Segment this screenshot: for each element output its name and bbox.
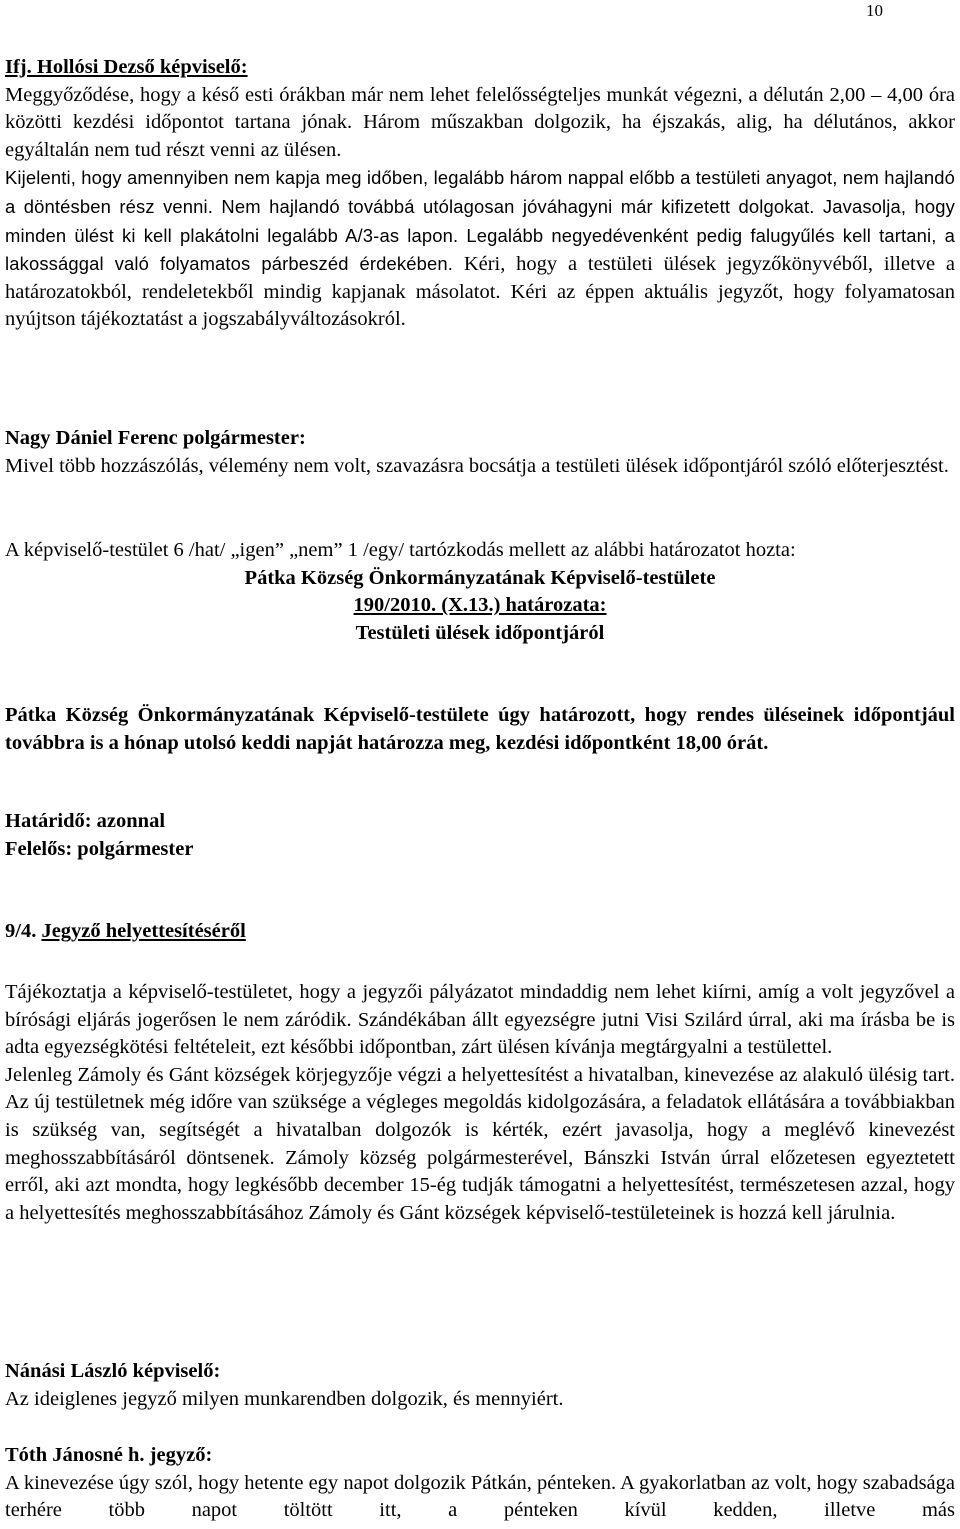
agenda-heading — [5, 918, 955, 946]
section-nanasi — [5, 1358, 955, 1413]
section-toth — [5, 1442, 955, 1525]
paragraph — [5, 164, 955, 334]
speaker-heading: Nánási László képviselő: — [5, 1360, 221, 1382]
paragraph: Mivel több hozzászólás, vélemény nem volt, szavazásra bocsátja a testületi ülések időpontjáról szóló előterjesztést. — [5, 454, 949, 477]
resolution-text-block — [5, 702, 955, 757]
speaker-heading: Tóth Jánosné h. jegyző: — [5, 1444, 213, 1466]
paragraph: A kinevezése úgy szól, hogy hetente egy napot dolgozik Pátkán, pénteken. A gyakorlatban az volt, hogy szabadsága terhére több napot töltött itt, a pénteken kívül kedden, illetve más — [5, 1471, 955, 1522]
paragraph-serif-text: Kéri, hogy a testületi ülések jegyzőkönyvéből, illetve a határozatokból, rendeletekből mindig kapjanak másolatot. Kéri az éppen aktuális jegyzőt, hogy folyamatosan nyújtson tájékoztatást a jogszabályváltozásokról. — [5, 253, 955, 331]
resolution-responsible: Felelős: polgármester — [5, 837, 194, 860]
resolution-body-name: Pátka Község Önkormányzatának Képviselő-testülete — [244, 566, 716, 589]
paragraph: Jelenleg Zámoly és Gánt községek körjegyzője végzi a helyettesítést a hivatalban, kinevezése az alakuló ülésig tart. Az új testületnek még időre van szüksége a végleges megoldás kidolgozására, a feladatok ellátására a továbbiakban is szükség van, segítségét a hivatalban dolgozók is kérték, ezért javasolja, hogy a meglévő kinevezést meghosszabbításáról döntsenek. Zámoly község polgármesterével, Bánszki István úrral előzetesen egyeztetett erről, aki azt mondta, hogy legkésőbb december 15-ég tudják támogatni a helyettesítést, természetesen azzal, hogy a helyettesítés meghosszabbításához Zámoly és Gánt községek képviselő-testületeinek is hozzá kell járulnia. — [5, 1063, 955, 1224]
resolution-meta — [5, 808, 955, 863]
agenda-title: Jegyző helyettesítéséről — [41, 920, 246, 942]
resolution-number — [5, 592, 955, 620]
resolution — [5, 537, 955, 647]
resolution-text: Pátka Község Önkormányzatának Képviselő-testülete úgy határozott, hogy rendes üléseinek időpontjául továbbra is a hónap utolsó keddi napját határozza meg, kezdési időpontként 18,00 órát. — [5, 704, 955, 754]
paragraph: Tájékoztatja a képviselő-testületet, hogy a jegyzői pályázatot mindaddig nem lehet kiírni, amíg a volt jegyzővel a bírósági eljárás jogerősen le nem záródik. Szándékában állt egyezségre jutni Visi Szilárd úrral, aki ma írásba be is adta egyezségkötési feltételeit, ezt későbbi időpontban, zárt ülésen kívánja megtárgyalni a testülettel. — [5, 981, 955, 1059]
speaker-heading: Ifj. Hollósi Dezső képviselő: — [5, 56, 248, 78]
resolution-deadline: Határidő: azonnal — [5, 810, 166, 832]
page-number: 10 — [866, 1, 883, 20]
resolution-subject: Testületi ülések időpontjáról — [355, 621, 605, 644]
paragraph: Meggyőződése, hogy a késő esti órákban már nem lehet felelősségteljes munkát végezni, a délután 2,00 – 4,00 óra közötti kezdési időpontot tartana jónak. Három műszakban dolgozik, ha éjszakás, alig, ha délutános, akkor egyáltalán nem tud részt venni az ülésen. — [5, 83, 955, 161]
paragraph: Az ideiglenes jegyző milyen munkarendben dolgozik, és mennyiért. — [5, 1387, 564, 1410]
resolution-intro: A képviselő-testület 6 /hat/ „igen” „nem” 1 /egy/ tartózkodás mellett az alábbi határozatot hozta: — [5, 539, 796, 561]
resolution-number-text: 190/2010. (X.13.) határozata: — [353, 594, 607, 617]
agenda-body — [5, 979, 955, 1227]
agenda-title-line — [5, 918, 955, 946]
section-hollosi — [5, 54, 955, 334]
agenda-number: 9/4. — [5, 920, 37, 942]
paragraph-sans-text: Kijelenti, hogy amennyiben nem kapja meg időben, legalább három nappal előbb a testületi anyagot, nem hajlandó a döntésben rész venni. Nem hajlandó továbbá utólagosan jóváhagyni már kifizetett dolgokat. Javasolja, hogy minden ülést ki kell plakátolni legalább A/3-as lapon. Legalább negyedévenként pedig falugyűlés kell tartani, a lakossággal való folyamatos párbeszéd érdekében. — [5, 167, 955, 275]
speaker-heading: Nagy Dániel Ferenc polgármester: — [5, 427, 306, 449]
section-mayor — [5, 425, 955, 480]
